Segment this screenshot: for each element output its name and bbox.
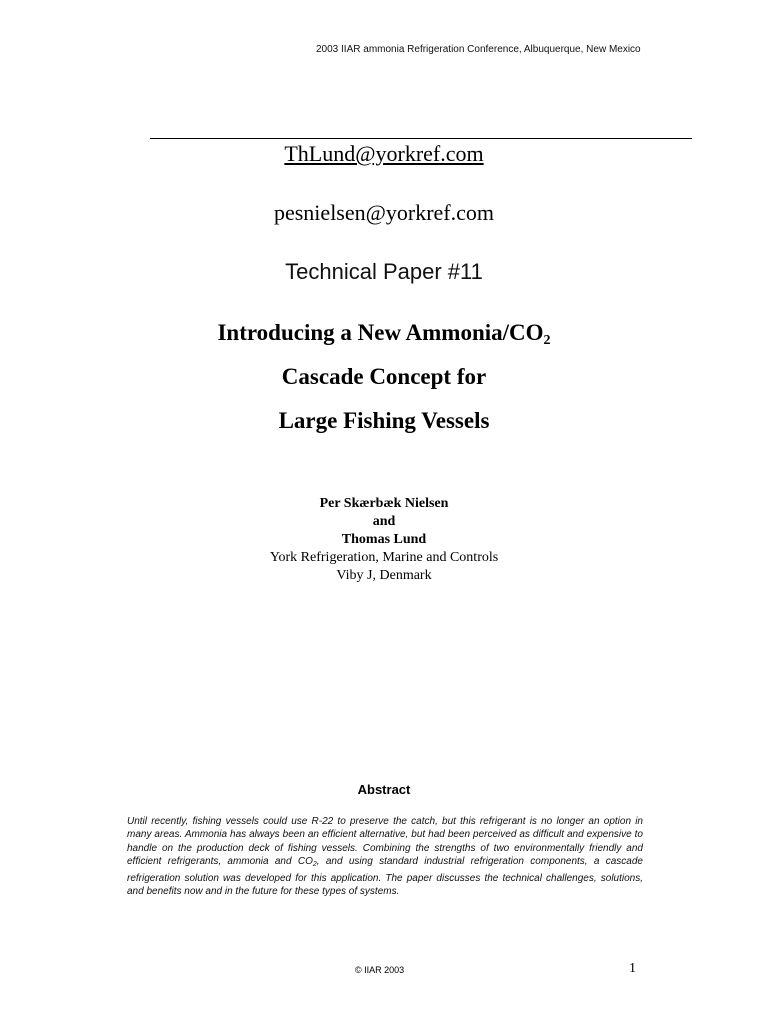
abstract-text-part2: , and using standard industrial refrigeration components, a cascade refrigeration solution was developed for this application. The paper discusses the technical challenges, solutions, and benefits now and in the future for these types of systems.	[127, 856, 643, 898]
email-nielsen: pesnielsen@yorkref.com	[273, 200, 495, 225]
title-subscript: 2	[543, 333, 551, 348]
abstract-heading: Abstract	[357, 782, 411, 797]
affiliation: York Refrigeration, Marine and Controls	[269, 550, 499, 565]
abstract-subscript: 2	[312, 861, 317, 869]
abstract-text-part1: Until recently, fishing vessels could use R-22 to preserve the catch, but this refrigerant is no longer an option in many areas. Ammonia has always been an efficient alternative, but had been perceived as difficult and expensive to handle on the production deck of fishing vessels. Combining the strengths of two environmentally friendly and efficient refrigerants, ammonia and CO	[127, 816, 643, 868]
page-number: 1	[629, 961, 636, 976]
location: Viby J, Denmark	[336, 568, 432, 583]
author-1: Per Skærbæk Nielsen	[319, 496, 449, 511]
title-line-2: Cascade Concept for	[281, 364, 487, 389]
title-line-3: Large Fishing Vessels	[278, 408, 490, 433]
email-link-lund[interactable]: ThLund@yorkref.com	[284, 141, 484, 166]
author-2: Thomas Lund	[341, 532, 427, 547]
conference-header: 2003 IIAR ammonia Refrigeration Conference, Albuquerque, New Mexico	[316, 44, 641, 55]
title-line-1-text: Introducing a New Ammonia/CO	[217, 320, 544, 345]
abstract-text	[127, 815, 643, 898]
title-line-1	[0, 320, 768, 349]
author-conjunction: and	[372, 514, 396, 529]
paper-number: Technical Paper #11	[285, 259, 483, 284]
header-rule	[150, 138, 692, 139]
copyright: © IIAR 2003	[355, 965, 405, 975]
